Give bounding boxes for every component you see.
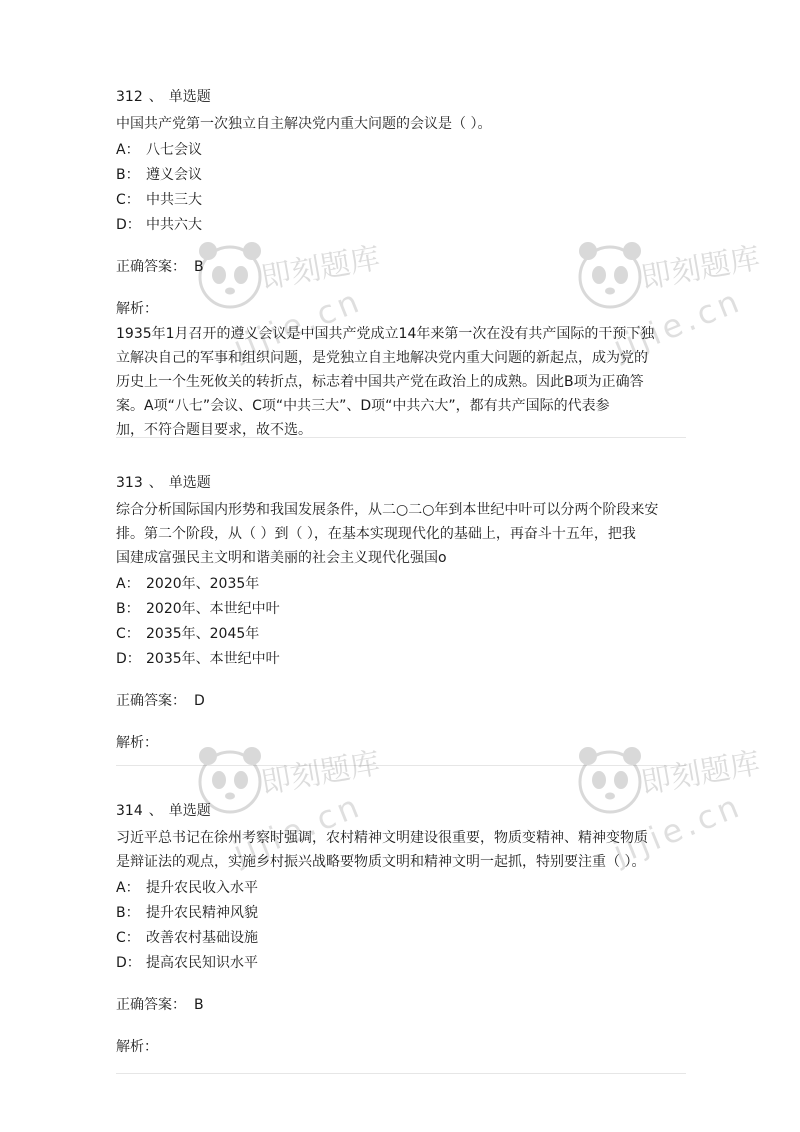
analysis-label: 解析： (116, 301, 158, 317)
analysis-line: 1935年1月召开的遵义会议是中国共产党成立14年来第一次在没有共产国际的干预下独 (116, 326, 655, 342)
option-a (116, 138, 686, 163)
analysis-line: 立解决自己的军事和组织问题，是党独立自主地解决党内重大问题的新起点，成为党的 (116, 350, 648, 366)
option-c (116, 188, 686, 213)
question-stem (116, 498, 686, 570)
option-letter: B： (116, 905, 140, 921)
analysis-text (116, 322, 686, 442)
option-a (116, 572, 686, 597)
question-header (116, 472, 686, 494)
stem-line: 国建成富强民主文明和谐美丽的社会主义现代化强国o (116, 550, 447, 566)
option-d (116, 213, 686, 238)
option-d (116, 951, 686, 976)
answer-label: 正确答案： (116, 693, 186, 709)
option-text: 提高农民知识水平 (146, 955, 258, 971)
question-separator: 、 (148, 803, 163, 819)
option-text: 2020年、本世纪中叶 (146, 601, 280, 617)
answer-value: B (194, 259, 204, 275)
answer-value: D (194, 693, 205, 709)
stem-line: 习近平总书记在徐州考察时强调，农村精神文明建设很重要，物质变精神、精神变物质 (116, 830, 648, 846)
option-text: 提升农民精神风貌 (146, 905, 258, 921)
option-letter: C： (116, 626, 140, 642)
option-text: 2020年、2035年 (146, 576, 260, 592)
option-text: 2035年、本世纪中叶 (146, 651, 280, 667)
question-stem (116, 826, 686, 874)
option-text: 提升农民收入水平 (146, 880, 258, 896)
option-letter: D： (116, 955, 141, 971)
question-type: 单选题 (168, 475, 211, 491)
option-letter: B： (116, 601, 140, 617)
watermark-brand: 即刻题库 (258, 745, 383, 802)
question-header (116, 86, 686, 108)
question-312 (116, 86, 686, 442)
option-d (116, 647, 686, 672)
option-letter: C： (116, 192, 140, 208)
option-a (116, 876, 686, 901)
option-c (116, 926, 686, 951)
correct-answer (116, 994, 686, 1016)
option-letter: A： (116, 576, 140, 592)
analysis-line: 加，不符合题目要求，故不选。 (116, 422, 312, 438)
option-text: 遵义会议 (146, 167, 202, 183)
question-number: 312 (116, 89, 143, 105)
answer-value: B (194, 997, 204, 1013)
stem-line: 综合分析国际国内形势和我国发展条件，从二○二○年到本世纪中叶可以分两个阶段来安 (116, 502, 659, 518)
watermark-url: jijie.cn (607, 281, 748, 367)
correct-answer (116, 256, 686, 278)
question-separator: 、 (148, 475, 163, 491)
watermark-url: jijie.cn (607, 786, 748, 872)
answer-label: 正确答案： (116, 997, 186, 1013)
option-letter: A： (116, 880, 140, 896)
option-text: 中共六大 (146, 217, 202, 233)
option-b (116, 901, 686, 926)
option-letter: D： (116, 217, 141, 233)
question-stem (116, 112, 686, 136)
analysis-line: 案。A项“八七”会议、C项“中共三大”、D项“中共六大”，都有共产国际的代表参 (116, 398, 610, 414)
option-text: 改善农村基础设施 (146, 930, 258, 946)
option-b (116, 163, 686, 188)
question-type: 单选题 (168, 803, 211, 819)
question-type: 单选题 (168, 89, 211, 105)
analysis-label: 解析： (116, 735, 158, 751)
answer-label: 正确答案： (116, 259, 186, 275)
option-letter: B： (116, 167, 140, 183)
option-b (116, 597, 686, 622)
option-letter: A： (116, 142, 140, 158)
option-letter: C： (116, 930, 140, 946)
question-divider (116, 437, 686, 438)
stem-line: 排。第二个阶段，从（ ）到（ ），在基本实现现代化的基础上，再奋斗十五年，把我 (116, 526, 636, 542)
question-314 (116, 800, 686, 1058)
watermark-url: jijie.cn (227, 281, 368, 367)
watermark-brand: 即刻题库 (258, 240, 383, 297)
option-text: 中共三大 (146, 192, 202, 208)
watermark-brand: 即刻题库 (638, 745, 763, 802)
question-divider (116, 765, 686, 766)
question-divider (116, 1073, 686, 1074)
question-number: 314 (116, 803, 143, 819)
option-text: 八七会议 (146, 142, 202, 158)
watermark-url: jijie.cn (227, 786, 368, 872)
stem-line: 中国共产党第一次独立自主解决党内重大问题的会议是（ ）。 (116, 116, 492, 132)
analysis-line: 历史上一个生死攸关的转折点，标志着中国共产党在政治上的成熟。因此B项为正确答 (116, 374, 644, 390)
question-header (116, 800, 686, 822)
correct-answer (116, 690, 686, 712)
question-separator: 、 (148, 89, 163, 105)
question-number: 313 (116, 475, 143, 491)
stem-line: 是辩证法的观点，实施乡村振兴战略要物质文明和精神文明一起抓，特别要注重（ ）。 (116, 854, 646, 870)
analysis-label: 解析： (116, 1039, 158, 1055)
watermark-brand: 即刻题库 (638, 240, 763, 297)
option-text: 2035年、2045年 (146, 626, 260, 642)
question-313 (116, 472, 686, 754)
option-c (116, 622, 686, 647)
option-letter: D： (116, 651, 141, 667)
